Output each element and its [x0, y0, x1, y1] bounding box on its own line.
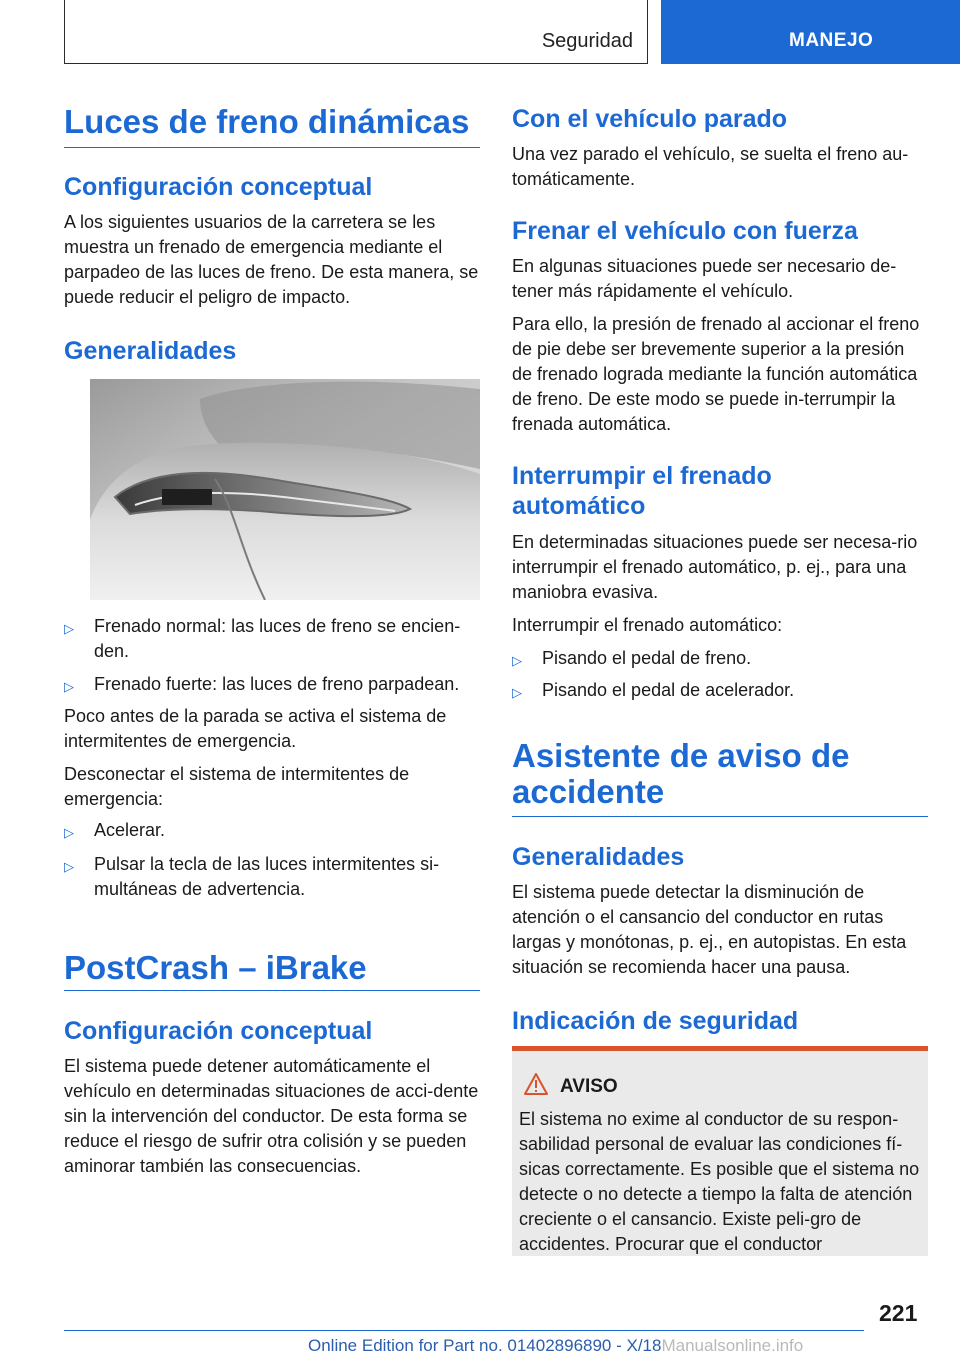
paragraph-fatigue: El sistema puede detectar la disminución de atención o el cansancio del conductor en rutas largas y monótonas, p. ej., en autopistas. En esta situación se recomienda hacer una pausa. [512, 882, 907, 977]
heading-rule [512, 816, 928, 817]
footer-edition [308, 1336, 803, 1356]
chapter-tab [661, 0, 960, 64]
triangle-bullet-icon: ▷ [64, 825, 74, 840]
heading-accident-warning-line1: Asistente de aviso de [512, 737, 850, 774]
triangle-bullet-icon: ▷ [512, 653, 522, 668]
section-title: Seguridad [541, 30, 633, 52]
paragraph-brake-pressure: Para ello, la presión de frenado al accionar el freno de pie debe ser brevemente superior a la presión de frenado lograda mediante la función automática de freno. De este modo se puede in-terrumpir la frenada automática. [512, 314, 920, 434]
paragraph-concept: A los siguientes usuarios de la carretera se les muestra un frenado de emergencia mediante el parpadeo de las luces de freno. De esta manera, se puede reducir el peligro de impacto. [64, 212, 479, 307]
subheading-concept-2: Configuración conceptual [64, 1017, 373, 1045]
paragraph-hazard: Poco antes de la parada se activa el sistema de intermitentes de emergencia. [64, 706, 447, 751]
subheading-brake-hard: Frenar el vehículo con fuerza [512, 217, 858, 245]
heading-rule [64, 147, 480, 148]
subheading-stopped: Con el vehículo parado [512, 105, 788, 133]
footer-site: Manualsonline.info [661, 1336, 804, 1355]
footer-rule [64, 1330, 864, 1331]
heading-dynamic-brake-lights: Luces de freno dinámicas [64, 103, 470, 140]
triangle-bullet-icon: ▷ [64, 859, 74, 874]
subheading-general: Generalidades [64, 337, 237, 365]
paragraph-brake-hard: En algunas situaciones puede ser necesario de-tener más rápidamente el vehículo. [512, 256, 897, 301]
taillight-photo [90, 379, 480, 600]
warning-text: El sistema no exime al conductor de su respon-sabilidad personal de evaluar las condiciones fí-sicas correctamente. Es posible que el sistema no detecte o no detecte a tiempo la falta de atención creciente o el cansancio. Existe peli-gro de accidentes. Procurar que el conductor [519, 1109, 920, 1254]
chapter-title: MANEJO [789, 30, 874, 51]
heading-postcrash: PostCrash – iBrake [64, 949, 367, 986]
warning-triangle-icon [524, 1073, 548, 1095]
subheading-general-2: Generalidades [512, 843, 685, 871]
paragraph-stopped: Una vez parado el vehículo, se suelta el freno au-tomáticamente. [512, 144, 909, 189]
heading-rule [64, 990, 480, 991]
paragraph-interrupt: En determinadas situaciones puede ser necesa-rio interrumpir el frenado automático, p. ej., para una maniobra evasiva. [512, 532, 918, 602]
warning-title: AVISO [560, 1076, 618, 1097]
heading-accident-warning-line2: accidente [512, 773, 665, 810]
subheading-safety-note: Indicación de seguridad [512, 1007, 799, 1035]
section-tab [64, 0, 648, 64]
subheading-interrupt-line1: Interrumpir el frenado [512, 462, 772, 490]
page-number: 221 [879, 1300, 918, 1326]
paragraph-postcrash: El sistema puede detener automáticamente el vehículo en determinadas situaciones de acci-dente sin la intervención del conductor. De esta forma se reduce el riesgo de sufrir otra colisión y se pueden aminorar también las consecuencias. [64, 1056, 479, 1176]
paragraph-deactivate: Desconectar el sistema de intermitentes de emergencia: [64, 764, 410, 809]
triangle-bullet-icon: ▷ [64, 679, 74, 694]
triangle-bullet-icon: ▷ [512, 685, 522, 700]
triangle-bullet-icon: ▷ [64, 621, 74, 636]
subheading-concept: Configuración conceptual [64, 173, 373, 201]
subheading-interrupt-line2: automático [512, 492, 646, 520]
warning-box [512, 1046, 928, 1256]
paragraph-interrupt-how: Interrumpir el frenado automático: [512, 615, 783, 635]
footer-edition-text: Online Edition for Part no. 01402896890 - X/18 [308, 1336, 662, 1355]
